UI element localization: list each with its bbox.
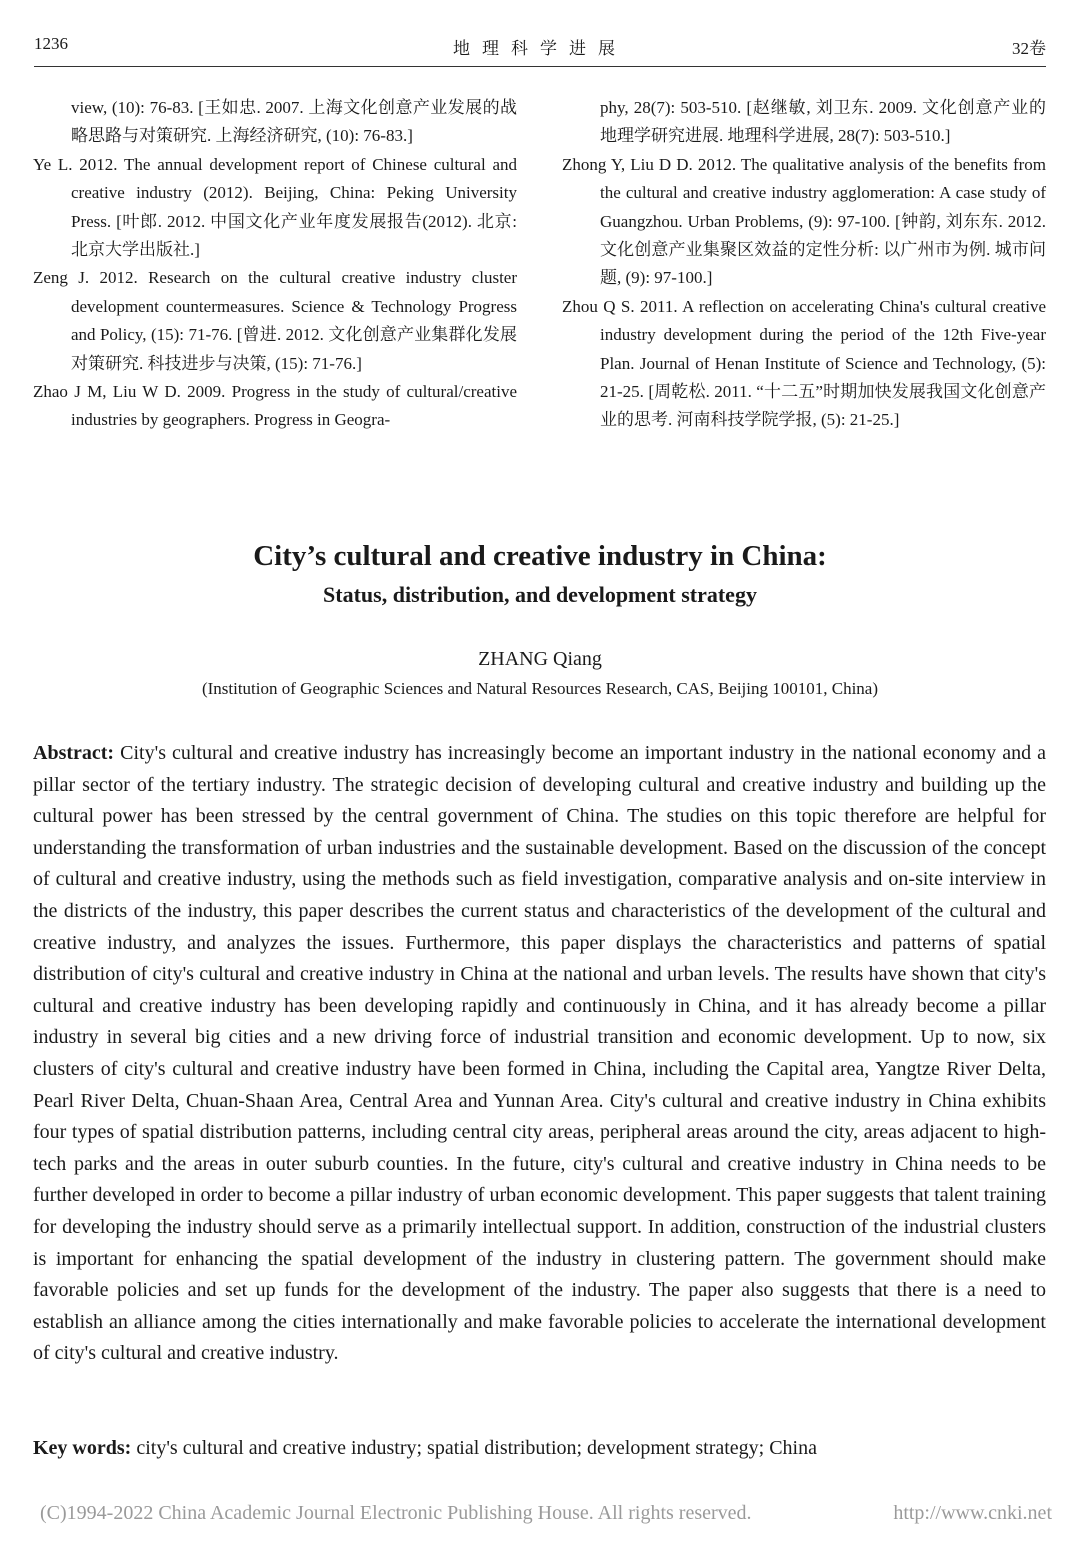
keywords-paragraph [33,1433,1046,1465]
reference-entry: Zhao J M, Liu W D. 2009. Progress in the study of cultural/creative industries by geographers. Progress in Geogra- [33,382,517,430]
abstract-label: Abstract: [33,742,115,764]
author-name: ZHANG Qiang [478,648,602,670]
keywords-text: city's cultural and creative industry; spatial distribution; development strategy; China [136,1437,817,1459]
reference-entry: Zeng J. 2012. Research on the cultural creative industry cluster development countermeasures. Science & Technology Progress and Policy, (15): 71-76. [曾进. 2012. 文化创意产业集群化发展对策研究. 科技进步与决策, (15): 71-76.] [33,268,517,373]
reference-entry: Zhou Q S. 2011. A reflection on accelerating China's cultural creative industry development during the period of the 12th Five-year Plan. Journal of Henan Institute of Science and Technology, (5): 21-25. [周乾松. 2011. “十二五”时期加快发展我国文化创意产业的思考. 河南科技学院学报, (5): 21-25.] [562,296,1046,430]
footer-url[interactable]: http://www.cnki.net [893,1502,1052,1524]
running-header [34,30,1046,67]
copyright-notice: (C)1994-2022 China Academic Journal Electronic Publishing House. All rights reserved. [40,1502,752,1524]
references-left-column [33,94,517,435]
page-number: 1236 [34,34,68,53]
reference-entry: phy, 28(7): 503-510. [赵继敏, 刘卫东. 2009. 文化创意产业的地理学研究进展. 地理科学进展, 28(7): 503-510.] [600,98,1046,146]
author-affiliation: (Institution of Geographic Sciences and Natural Resources Research, CAS, Beijing 100101, China) [201,679,879,698]
journal-name: 地理科学进展 [453,39,627,58]
reference-entry: Zhong Y, Liu D D. 2012. The qualitative analysis of the benefits from the cultural and creative industry agglomeration: A case study of Guangzhou. Urban Problems, (9): 97-100. [钟韵, 刘东东. 2012. 文化创意产业集聚区效益的定性分析: 以广州市为例. 城市问题, (9): 97-100.] [562,154,1046,288]
references-right-column [562,94,1046,435]
article-subtitle: Status, distribution, and development strategy [323,582,757,607]
abstract-text: City's cultural and creative industry has increasingly become an important industry in the national economy and a pillar sector of the tertiary industry. The strategic decision of developing cultural and creative industry and building up the cultural power has been stressed by the central government of China. The studies on this topic therefore are helpful for understanding the transformation of urban industries and the sustainable development. Based on the discussion of the concept of cultural and creative industry, using the methods such as field investigation, comparative analysis and on-site interview in the districts of the industry, this paper describes the current status and characteristics of the development of the cultural and creative industry, and analyzes the issues. Furthermore, this paper displays the characteristics and patterns of spatial distribution of city's cultural and creative industry in China at the national and urban levels. The results have shown that city's cultural and creative industry has been developing rapidly and continuously in China, and it has already become a pillar industry in several big cities and a new driving force of industrial transition and economic development. Up to now, six clusters of city's cultural and creative industry have been formed in China, including the Capital area, Yangtze River Delta, Pearl River Delta, Chuan-Shaan Area, Central Area and Yunnan Area. City's cultural and creative industry in China exhibits four types of spatial distribution patterns, including central city areas, peripheral areas around the city, areas adjacent to high-tech parks and the areas in outer suburb counties. In the future, city's cultural and creative industry in China needs to be further developed in order to become a pillar industry of urban economic development. This paper suggests that talent training for developing the industry should serve as a primarily intellectual support. In addition, construction of the industrial clusters is important for enhancing the spatial development of the industry in clustering pattern. The government should make favorable policies and set up funds for the development of the industry. The paper also suggests that there is a need to establish an alliance among the cities internationally and make favorable policies to accelerate the international development of city's cultural and creative industry. [33,742,1047,1365]
abstract-paragraph [33,738,1046,1370]
keywords-label: Key words: [33,1437,132,1459]
reference-entry: Ye L. 2012. The annual development report of Chinese cultural and creative industry (2012). Beijing, China: Peking University Press. [叶郎. 2012. 中国文化产业年度发展报告(2012). 北京: 北京大学出版社.] [33,154,517,260]
reference-entry: view, (10): 76-83. [王如忠. 2007. 上海文化创意产业发展的战略思路与对策研究. 上海经济研究, (10): 76-83.] [71,98,517,146]
volume-label: 32卷 [1012,39,1046,58]
article-title: City’s cultural and creative industry in China: [253,540,827,572]
